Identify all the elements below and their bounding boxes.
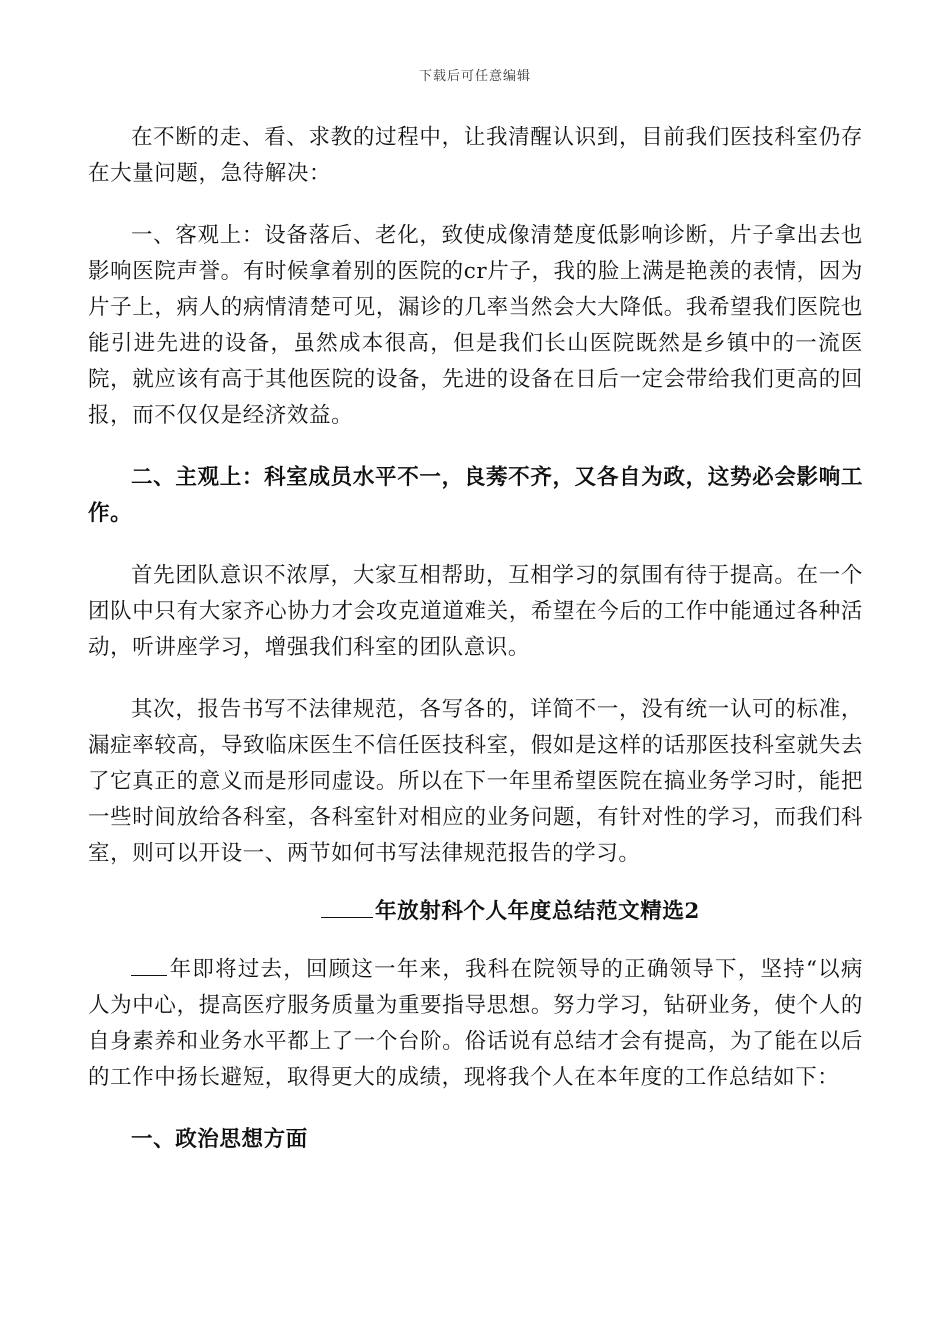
paragraph-problems-intro: 在不断的走、看、求教的过程中，让我清醒认识到，目前我们医技科室仍存在大量问题，急待解决： <box>88 125 863 186</box>
section-title <box>88 894 863 930</box>
page-header: 下载后可任意编辑 <box>418 69 531 84</box>
section-title-text: 年放射科个人年度总结范文精选2 <box>375 899 700 924</box>
paragraph-year-summary <box>88 952 863 1096</box>
title-year-blank <box>321 895 373 918</box>
paragraph-report-writing: 其次，报告书写不法律规范，各写各的，详简不一，没有统一认可的标准，漏症率较高，导致临床医生不信任医技科室，假如是这样的话那医技科室就失去了它真正的意义而是形同虚设。所以在下一年里希望医院在搞业务学习时，能把一些时间放给各科室，各科室针对相应的业务问题，有针对性的学习，而我们科室，则可以开设一、两节如何书写法律规范报告的学习。 <box>88 697 863 866</box>
paragraph-team-awareness: 首先团队意识不浓厚，大家互相帮助，互相学习的氛围有待于提高。在一个团队中只有大家齐心协力才会攻克道道难关，希望在今后的工作中能通过各种活动，听讲座学习，增强我们科室的团队意识。 <box>88 563 863 660</box>
body-year-blank <box>131 953 167 976</box>
paragraph-objective-issues: 一、客观上：设备落后、老化，致使成像清楚度低影响诊断，片子拿出去也影响医院声誉。有时候拿着别的医院的cr片子，我的脸上满是艳羡的表情，因为片子上，病人的病情清楚可见，漏诊的几率当然会大大降低。我希望我们医院也能引进先进的设备，虽然成本很高，但是我们长山医院既然是乡镇中的一流医院，就应该有高于其他医院的设备，先进的设备在日后一定会带给我们更高的回报，而不仅仅是经济效益。 <box>88 223 863 428</box>
paragraph-subjective-issues: 二、主观上：科室成员水平不一，良莠不齐，又各自为政，这势必会影响工作。 <box>88 465 863 526</box>
paragraph-year-summary-text: 年即将过去，回顾这一年来，我科在院领导的正确领导下，坚持“以病人为中心，提高医疗服务质量为重要指导思想。努力学习，钻研业务，使个人的自身素养和业务水平都上了一个台阶。俗话说有总结才会有提高，为了能在以后的工作中扬长避短，取得更大的成绩，现将我个人在本年度的工作总结如下： <box>88 957 863 1090</box>
document-body <box>88 120 863 1158</box>
heading-political-thought: 一、政治思想方面 <box>131 1127 308 1152</box>
